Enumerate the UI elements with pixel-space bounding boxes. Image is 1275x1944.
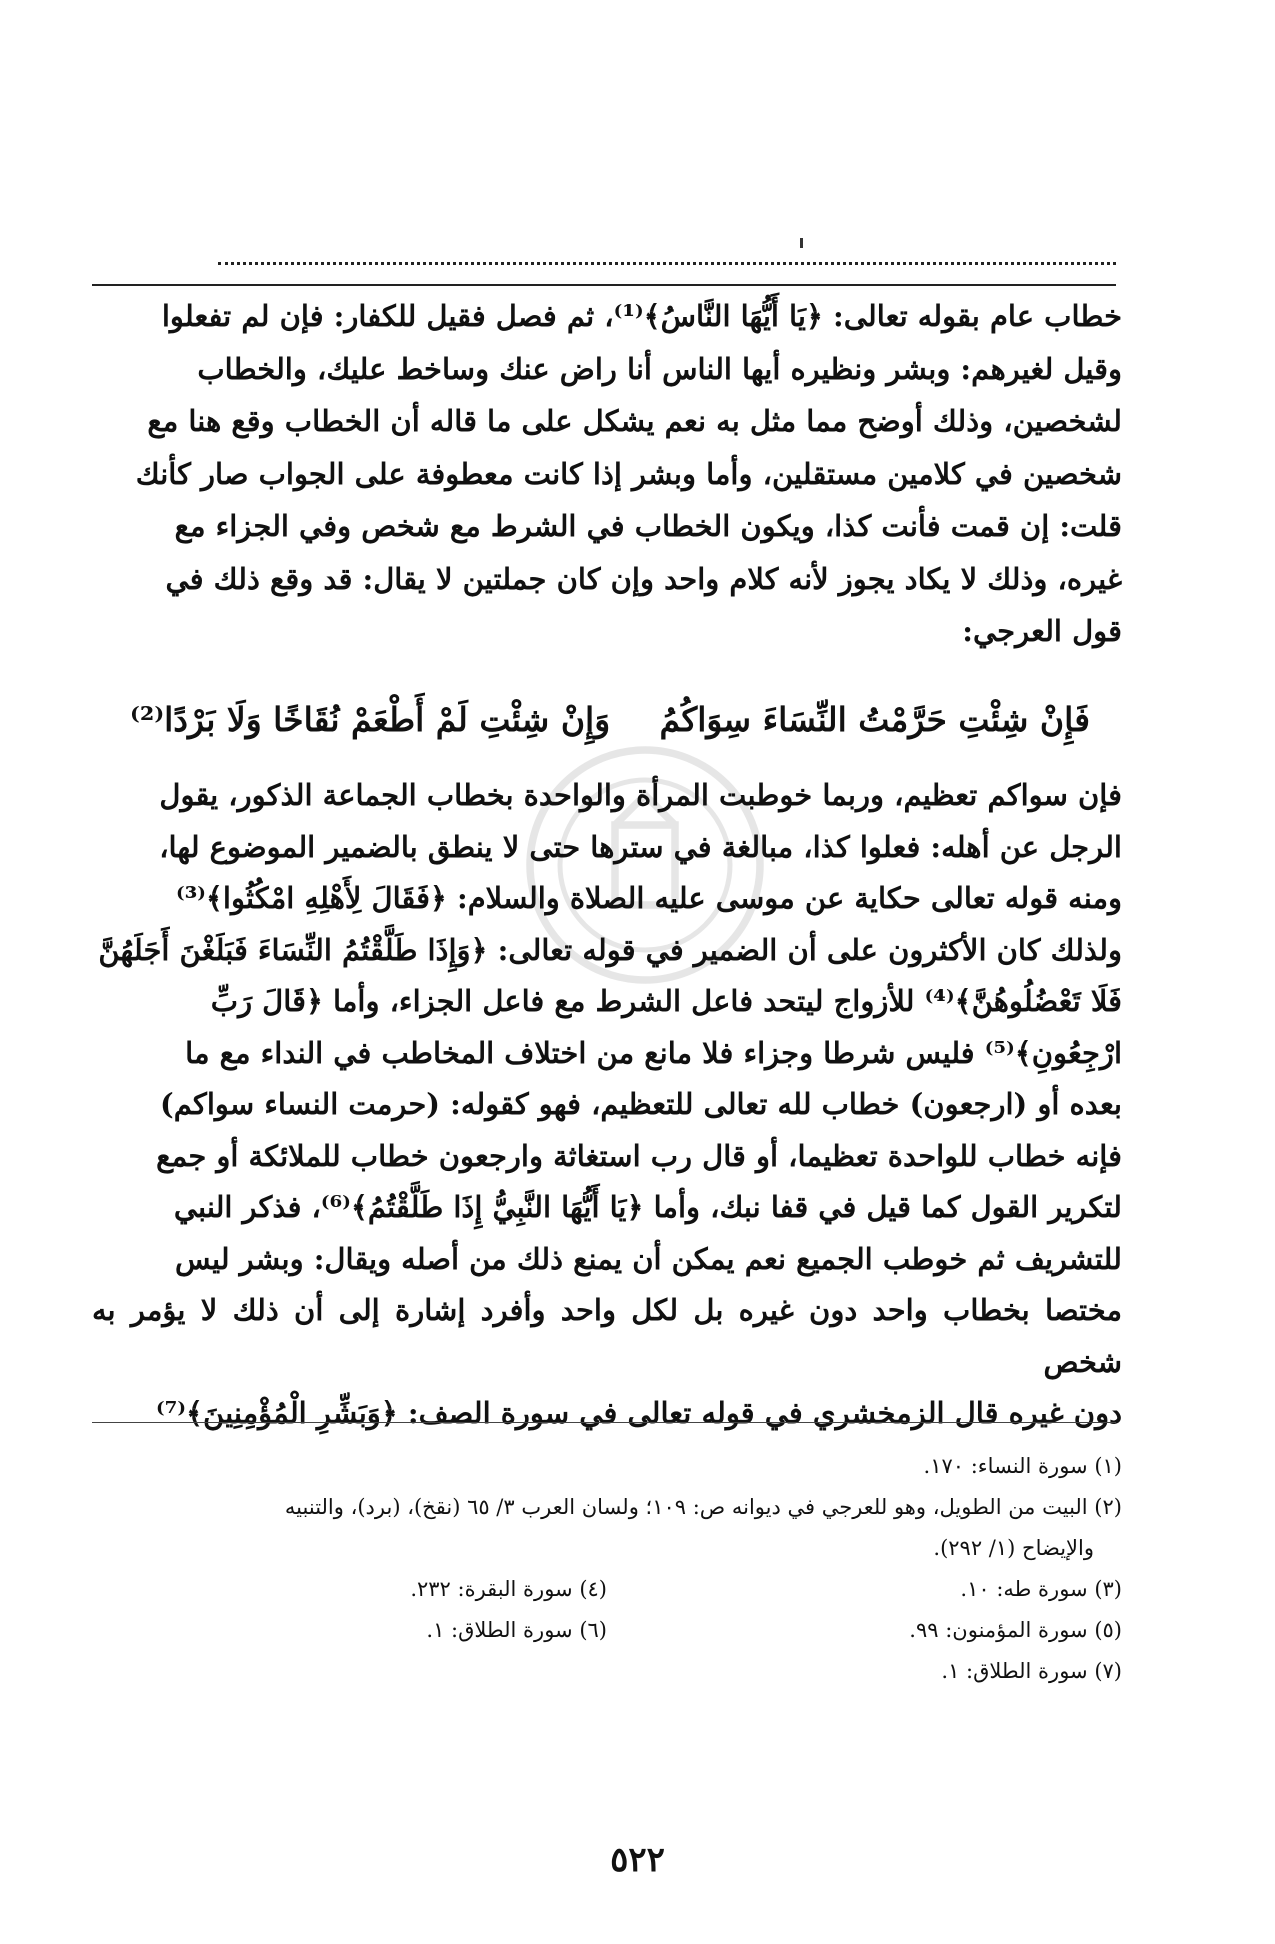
text-line: فإنه خطاب للواحدة تعظيما، أو قال رب استغاثة وارجعون خطاب للملائكة أو جمع (156, 1138, 1122, 1173)
header-dotted-rule (218, 262, 1116, 265)
paragraph-2 (92, 770, 1122, 1440)
footnote-3: (٣) سورة طه: ١٠. (960, 1577, 1122, 1601)
text-line: للتشريف ثم خوطب الجميع نعم يمكن أن يمنع ذلك من أصله ويقال: وبشر ليس (175, 1241, 1122, 1276)
text-line: غيره، وذلك لا يكاد يجوز لأنه كلام واحد وإن كان جملتين لا يقال: قد وقع ذلك في (165, 561, 1122, 596)
paragraph-1 (92, 290, 1122, 658)
text-line: فَلَا تَعْضُلُوهُنَّ﴾⁽⁴⁾ للأزواج ليتحد فاعل الشرط مع فاعل الجزاء، وأما ﴿قَالَ رَبِّ (210, 984, 1122, 1018)
page-number: ٥٢٢ (610, 1840, 665, 1880)
text-line: مختصا بخطاب واحد دون غيره بل لكل واحد وأفرد إشارة إلى أن ذلك لا يؤمر به شخص (92, 1293, 1122, 1379)
header-solid-rule (92, 284, 1116, 286)
verse-second-hemistich: وَإِنْ شِئْتِ لَمْ أَطْعَمْ نُقَاخًا وَلَا بَرْدًا⁽²⁾ (130, 700, 611, 739)
footnote-4: (٤) سورة البقرة: ٢٣٢. (410, 1577, 607, 1601)
text-line: فإن سواكم تعظيم، وربما خوطبت المرأة والواحدة بخطاب الجماعة الذكور، يقول (159, 778, 1122, 812)
footnotes (92, 1446, 1122, 1692)
footnote-2-continued: والإيضاح (١/ ٢٩٢). (933, 1536, 1094, 1560)
header-mark (800, 238, 803, 248)
text-line: ومنه قوله تعالى حكاية عن موسى عليه الصلاة والسلام: ﴿فَقَالَ لِأَهْلِهِ امْكُثُوا﴾⁽³⁾ (175, 881, 1122, 915)
footnote-2: (٢) البيت من الطويل، وهو للعرجي في ديوانه ص: ١٠٩؛ ولسان العرب ٣/ ٦٥ (نقخ)، (برد)، والتنبيه (284, 1495, 1122, 1519)
footnote-row (92, 1610, 1122, 1651)
text-line: ولذلك كان الأكثرون على أن الضمير في قوله تعالى: ﴿وَإِذَا طَلَّقْتُمُ النِّسَاءَ فَبَلَغْنَ أَجَلَهُنَّ (98, 932, 1122, 967)
text-line: الرجل عن أهله: فعلوا كذا، مبالغة في سترها حتى لا ينطق بالضمير الموضوع لها، (159, 829, 1122, 864)
text-line: قول العرجي: (962, 614, 1122, 648)
footnote-1: (١) سورة النساء: ١٧٠. (923, 1454, 1122, 1478)
text-line: ارْجِعُونِ﴾⁽⁵⁾ فليس شرطا وجزاء فلا مانع من اختلاف المخاطب في النداء مع ما (185, 1035, 1122, 1070)
text-line: قلت: إن قمت فأنت كذا، ويكون الخطاب في الشرط مع شخص وفي الجزاء مع (174, 509, 1122, 543)
footnote-6: (٦) سورة الطلاق: ١. (426, 1618, 607, 1642)
text-line: لشخصين، وذلك أوضح مما مثل به نعم يشكل على ما قاله أن الخطاب وقع هنا مع (147, 404, 1122, 438)
verse-first-hemistich: فَإِنْ شِئْتِ حَرَّمْتُ النِّسَاءَ سِوَاكُمُ (659, 700, 1090, 739)
text-line: بعده أو (ارجعون) خطاب لله تعالى للتعظيم، فهو كقوله: (حرمت النساء سواكم) (160, 1087, 1122, 1121)
footnote-separator (92, 1422, 1116, 1423)
text-line: دون غيره قال الزمخشري في قوله تعالى في سورة الصف: ﴿وَبَشِّرِ الْمُؤْمِنِينَ﴾⁽⁷⁾ (156, 1396, 1122, 1430)
text-line: خطاب عام بقوله تعالى: ﴿يَا أَيُّهَا النَّاسُ﴾⁽¹⁾، ثم فصل فقيل للكفار: فإن لم تفعلوا (161, 299, 1122, 333)
text-line: شخصين في كلامين مستقلين، وأما وبشر إذا كانت معطوفة على الجواب صار كأنك (135, 456, 1122, 491)
text-line: وقيل لغيرهم: وبشر ونظيره أيها الناس أنا راض عنك وساخط عليك، والخطاب (197, 351, 1122, 386)
text-line: لتكرير القول كما قيل في قفا نبك، وأما ﴿يَا أَيُّهَا النَّبِيُّ إِذَا طَلَّقْتُمُ﴾⁽⁶⁾، فذكر النبي (173, 1190, 1122, 1224)
poetry-verse (130, 700, 1090, 739)
footnote-7: (٧) سورة الطلاق: ١. (941, 1659, 1122, 1683)
footnote-5: (٥) سورة المؤمنون: ٩٩. (909, 1618, 1122, 1642)
footnote-row (92, 1569, 1122, 1610)
